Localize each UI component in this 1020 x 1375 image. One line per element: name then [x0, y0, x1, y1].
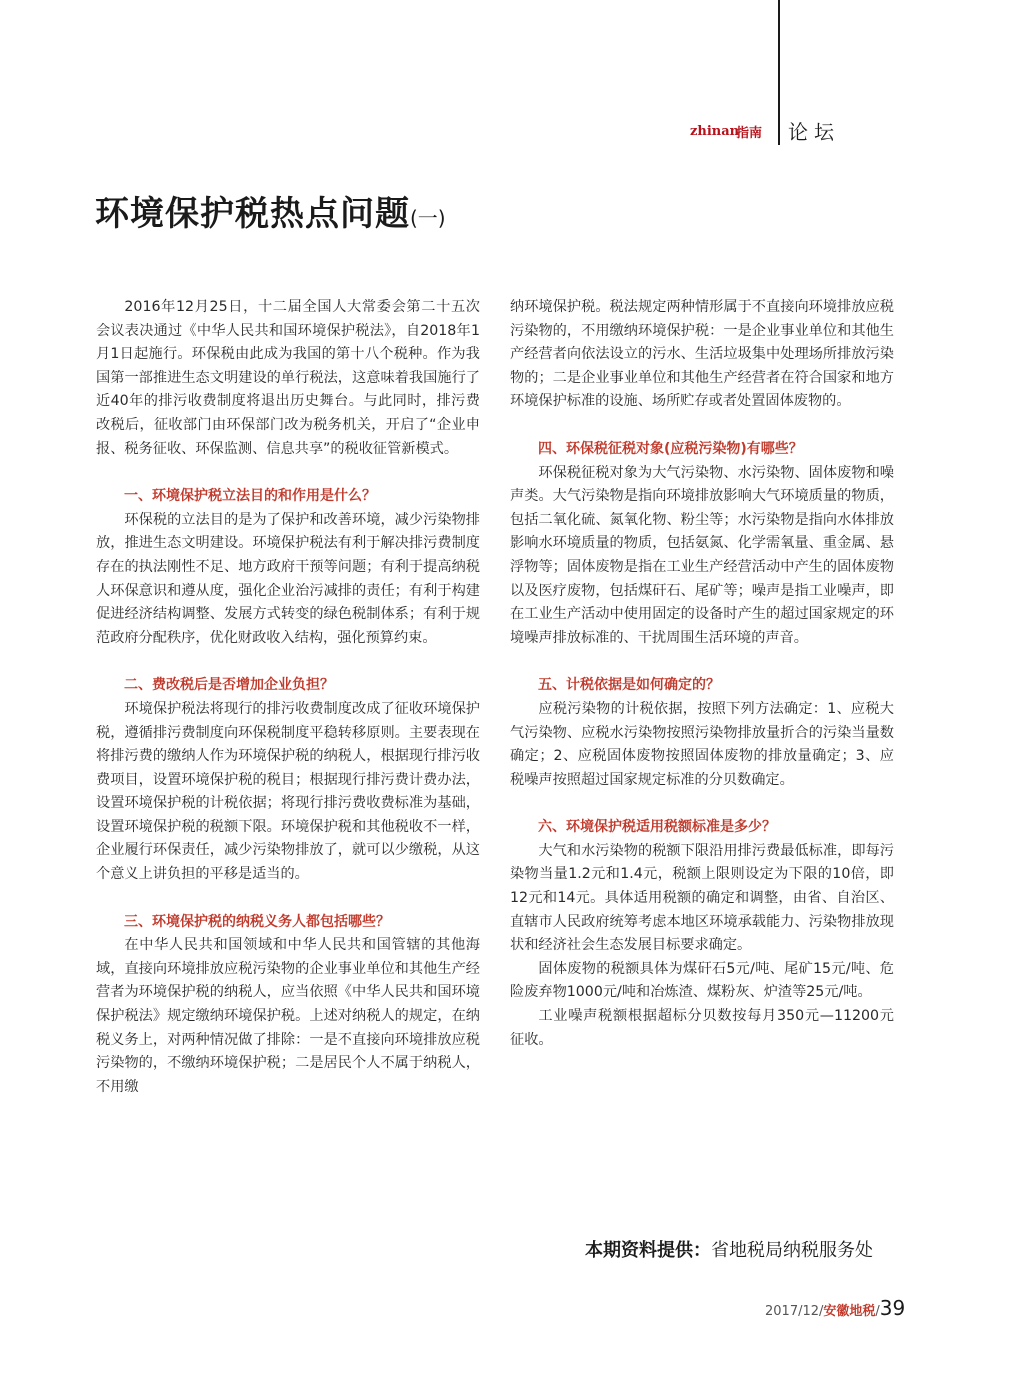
heading-q2: 二、费改税后是否增加企业负担？	[124, 677, 334, 694]
answer-q3-part2: 纳环境保护税。税法规定两种情形属于不直接向环境排放应税污染物的，不用缴纳环境保护税：一是企业事业单位和其他生产经营者向依法设立的污水、生活垃圾集中处理场所排放污染物的；二是企业事业单位和其他生产经营者在符合国家和地方环境保护标准的设施、场所贮存或者处置固体废物的。	[510, 299, 894, 410]
intro-paragraph: 2016年12月25日，十二届全国人大常委会第二十五次会议表决通过《中华人民共和国环境保护税法》，自2018年1月1日起施行。环保税由此成为我国的第十八个税种。作为我国第一部推进生态文明建设的单行税法，这意味着我国施行了近40年的排污收费制度将退出历史舞台。与此同时，排污费改税后，征收部门由环保部门改为税务机关，开启了“企业申报、税务征收、环保监测、信息共享”的税收征管新模式。	[96, 299, 480, 457]
answer-q1: 环保税的立法目的是为了保护和改善环境，减少污染物排放，推进生态文明建设。环境保护税法有利于解决排污费制度存在的执法刚性不足、地方政府干预等问题；有利于提高纳税人环保意识和遵从度，强化企业治污减排的责任；有利于构建促进经济结构调整、发展方式转变的绿色税制体系；有利于规范政府分配秩序，优化财政收入结构，强化预算约束。	[96, 511, 480, 646]
header-divider	[778, 0, 780, 145]
answer-q6-air-water: 大气和水污染物的税额下限沿用排污费最低标准，即每污染物当量1.2元和1.4元，税额上限则设定为下限的10倍，即12元和14元。具体适用税额的确定和调整，由省、自治区、直辖市人民政府统筹考虑本地区环境承载能力、污染物排放现状和经济社会生态发展目标要求确定。	[510, 842, 894, 954]
answer-q5: 应税污染物的计税依据，按照下列方法确定：1、应税大气污染物、应税水污染物按照污染物排放量折合的污染当量数确定；2、应税固体废物按照固体废物的排放量确定；3、应税噪声按照超过国家规定标准的分贝数确定。	[510, 700, 894, 788]
answer-q3-part1: 在中华人民共和国领域和中华人民共和国管辖的其他海域，直接向环境排放应税污染物的企业事业单位和其他生产经营者为环境保护税的纳税人，应当依照《中华人民共和国环境保护税法》规定缴纳环境保护税。上述对纳税人的规定，在纳税义务上，对两种情况做了排除：一是不直接向环境排放应税污染物的，不缴纳环境保护税；二是居民个人不属于纳税人，不用缴	[96, 937, 480, 1095]
answer-q6-noise: 工业噪声税额根据超标分贝数按每月350元—11200元征收。	[510, 1008, 894, 1048]
heading-q3: 三、环境保护税的纳税义务人都包括哪些？	[124, 913, 390, 930]
header-section-title: 论坛	[788, 120, 840, 144]
footer-date: 2017/12/	[765, 1304, 824, 1319]
answer-q2: 环境保护税法将现行的排污收费制度改成了征收环境保护税，遵循排污费制度向环保税制度平稳转移原则。主要表现在将排污费的缴纳人作为环境保护税的纳税人，根据现行排污收费项目，设置环境保护税的税目；根据现行排污费计费办法，设置环境保护税的计税依据；将现行排污费收费标准为基础，设置环境保护税的税额下限。环境保护税和其他税收不一样，企业履行环保责任，减少污染物排放了，就可以少缴税，从这个意义上讲负担的平移是适当的。	[96, 700, 480, 883]
right-column	[510, 296, 894, 1052]
source-credit	[585, 1236, 873, 1262]
footer-magazine: 安徽地税	[823, 1304, 876, 1319]
answer-q6-solid-waste: 固体废物的税额具体为煤矸石5元/吨、尾矿15元/吨、危险废弃物1000元/吨和冶炼渣、煤粉灰、炉渣等25元/吨。	[510, 960, 894, 1001]
heading-q6: 六、环境保护税适用税额标准是多少？	[538, 819, 776, 836]
heading-q1: 一、环境保护税立法目的和作用是什么？	[124, 488, 376, 505]
title-sub: (一)	[410, 206, 446, 230]
article-title	[95, 186, 446, 235]
header-column-cn: 指南	[736, 126, 763, 141]
credit-org: 省地税局纳税服务处	[711, 1240, 873, 1261]
left-column	[96, 296, 480, 1099]
heading-q4: 四、环保税征税对象(应税污染物)有哪些？	[538, 440, 803, 457]
credit-label: 本期资料提供：	[585, 1240, 711, 1261]
heading-q5: 五、计税依据是如何确定的？	[538, 677, 720, 694]
header-column-en: zhinan	[690, 124, 740, 139]
page-footer	[765, 1296, 905, 1320]
answer-q4: 环保税征税对象为大气污染物、水污染物、固体废物和噪声类。大气污染物是指向环境排放影响大气环境质量的物质，包括二氧化硫、氮氧化物、粉尘等；水污染物是指向水体排放影响水环境质量的物质，包括氨氮、化学需氧量、重金属、悬浮物等；固体废物是指在工业生产经营活动中产生的固体废物以及医疗废物，包括煤矸石、尾矿等；噪声是指工业噪声，即在工业生产活动中使用固定的设备时产生的超过国家规定的环境噪声排放标准的、干扰周围生活环境的声音。	[510, 464, 894, 646]
footer-sep: /	[875, 1304, 880, 1319]
title-main: 环境保护税热点问题	[95, 194, 410, 234]
page-number: 39	[879, 1296, 906, 1320]
